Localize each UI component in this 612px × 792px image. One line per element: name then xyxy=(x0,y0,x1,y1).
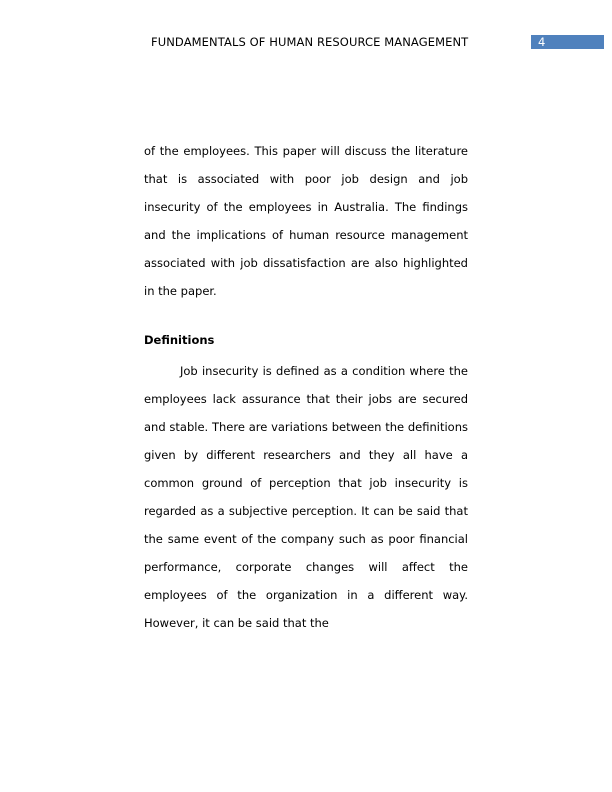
page-number-badge: 4 xyxy=(531,35,604,49)
section-heading-definitions: Definitions xyxy=(144,333,215,347)
body-paragraph: of the employees. This paper will discuss the literature that is associated with poor job design and job insecurity of the employees in Australia. The findings and the implications of human resource management associated with job dissatisfaction are also highlighted in the paper. xyxy=(144,144,468,298)
running-header-title: FUNDAMENTALS OF HUMAN RESOURCE MANAGEMENT xyxy=(151,35,469,49)
body-paragraph: Job insecurity is defined as a condition where the employees lack assurance that their jobs are secured and stable. There are variations between the definitions given by different researchers and they all have a common ground of perception that job insecurity is regarded as a subjective perception. It can be said that the same event of the company such as poor financial performance, corporate changes will affect the employees of the organization in a different way. However, it can be said that the xyxy=(144,364,468,630)
